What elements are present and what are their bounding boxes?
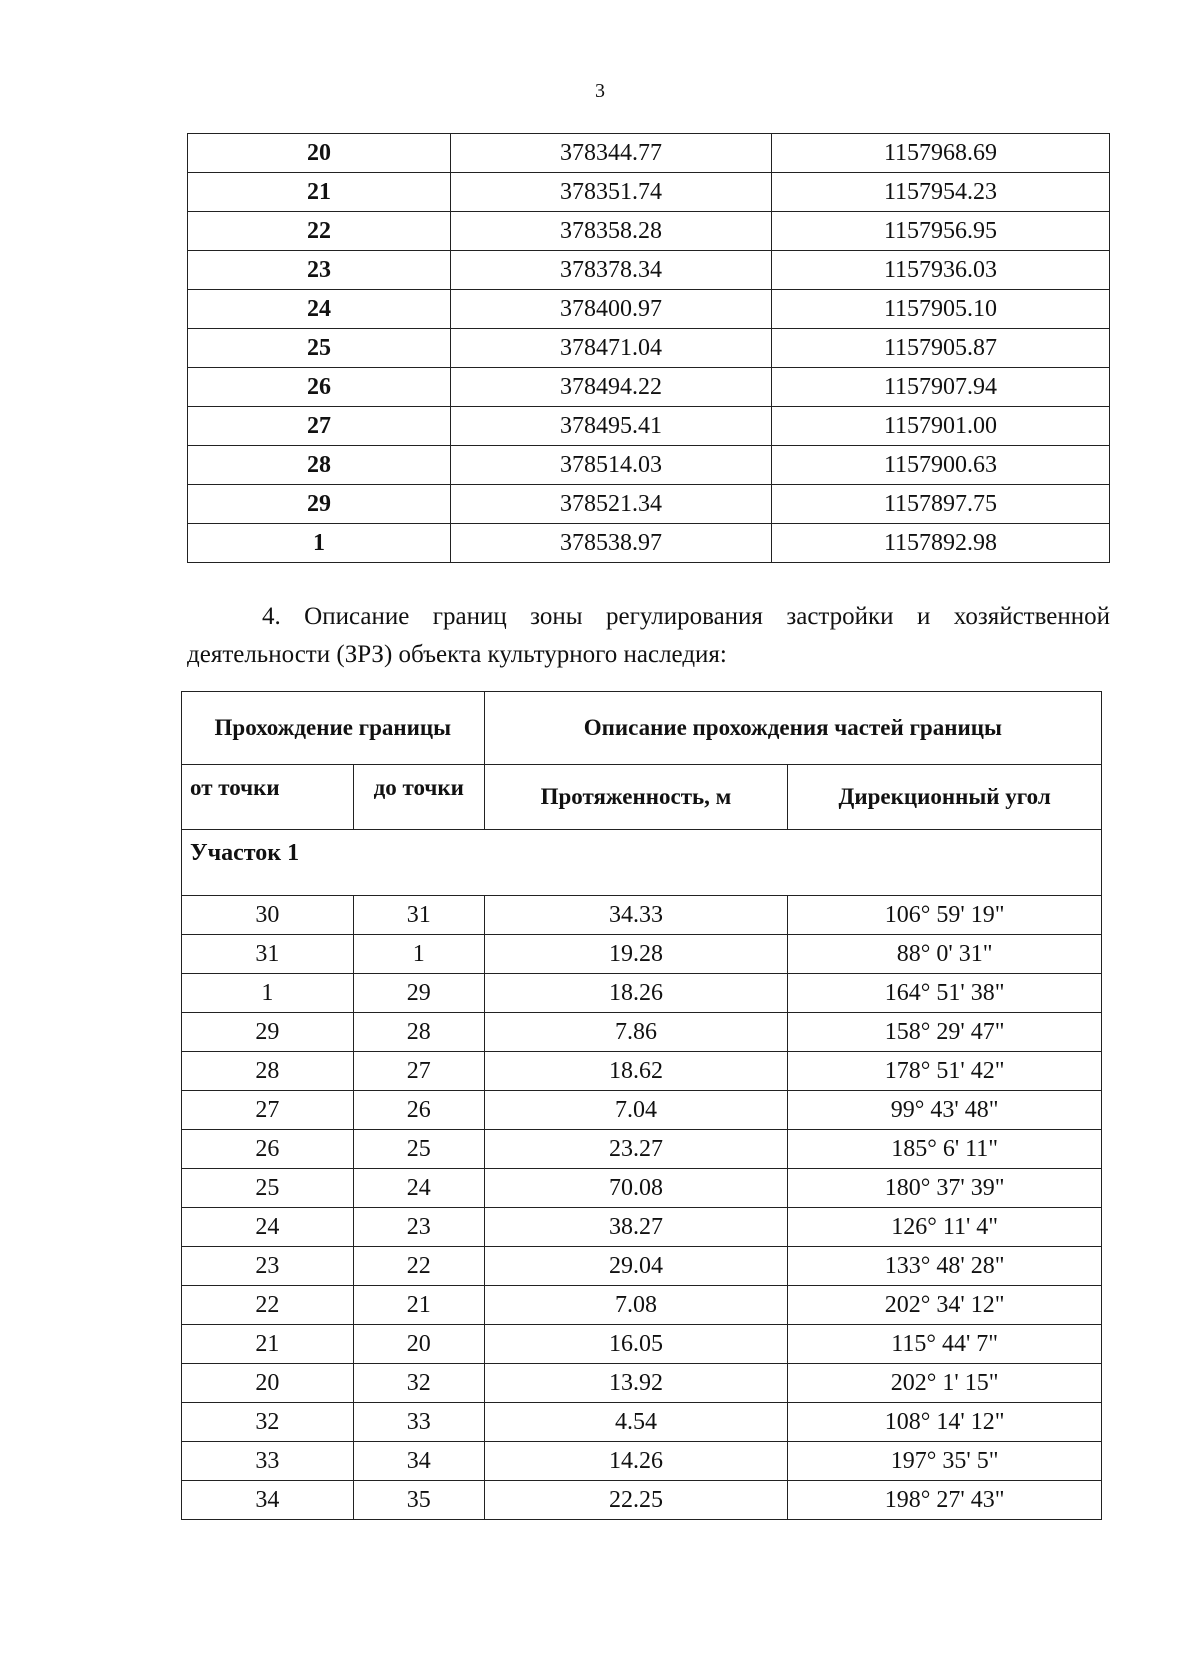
- coordinate-y: 1157956.95: [772, 212, 1110, 251]
- to-point: 29: [353, 974, 484, 1013]
- from-point: 34: [182, 1481, 354, 1520]
- point-number: 1: [188, 524, 451, 563]
- point-number: 29: [188, 485, 451, 524]
- segment-length: 70.08: [484, 1169, 788, 1208]
- direction-angle: 115° 44' 7": [788, 1325, 1102, 1364]
- from-point: 21: [182, 1325, 354, 1364]
- from-point: 33: [182, 1442, 354, 1481]
- from-point: 30: [182, 896, 354, 935]
- boundary-row: [182, 1403, 1102, 1442]
- to-point: 28: [353, 1013, 484, 1052]
- point-number: 27: [188, 407, 451, 446]
- zone-table-body: [182, 896, 1102, 1520]
- point-number: 26: [188, 368, 451, 407]
- coordinate-x: 378538.97: [451, 524, 772, 563]
- direction-angle: 88° 0' 31": [788, 935, 1102, 974]
- segment-length: 38.27: [484, 1208, 788, 1247]
- boundary-row: [182, 935, 1102, 974]
- from-point: 29: [182, 1013, 354, 1052]
- to-point: 31: [353, 896, 484, 935]
- segment-length: 22.25: [484, 1481, 788, 1520]
- segment-length: 18.26: [484, 974, 788, 1013]
- direction-angle: 158° 29' 47": [788, 1013, 1102, 1052]
- direction-angle: 198° 27' 43": [788, 1481, 1102, 1520]
- to-point: 1: [353, 935, 484, 974]
- coordinate-row: [188, 368, 1110, 407]
- from-point: 32: [182, 1403, 354, 1442]
- boundary-row: [182, 1247, 1102, 1286]
- header-length: Протяженность, м: [484, 765, 788, 830]
- boundary-row: [182, 1286, 1102, 1325]
- direction-angle: 164° 51' 38": [788, 974, 1102, 1013]
- header-direction-angle: Дирекционный угол: [788, 765, 1102, 830]
- direction-angle: 178° 51' 42": [788, 1052, 1102, 1091]
- coordinate-x: 378344.77: [451, 134, 772, 173]
- header-from-point: от точки: [182, 765, 354, 830]
- coordinate-y: 1157897.75: [772, 485, 1110, 524]
- boundary-row: [182, 1013, 1102, 1052]
- point-number: 22: [188, 212, 451, 251]
- coordinate-row: [188, 485, 1110, 524]
- coordinate-row: [188, 251, 1110, 290]
- header-passage: Прохождение границы: [182, 692, 485, 765]
- coordinate-x: 378514.03: [451, 446, 772, 485]
- to-point: 22: [353, 1247, 484, 1286]
- point-number: 24: [188, 290, 451, 329]
- coordinate-y: 1157968.69: [772, 134, 1110, 173]
- boundary-row: [182, 1052, 1102, 1091]
- coordinate-row: [188, 329, 1110, 368]
- coordinate-row: [188, 134, 1110, 173]
- coordinate-y: 1157954.23: [772, 173, 1110, 212]
- to-point: 35: [353, 1481, 484, 1520]
- to-point: 26: [353, 1091, 484, 1130]
- coordinate-y: 1157900.63: [772, 446, 1110, 485]
- to-point: 33: [353, 1403, 484, 1442]
- section-4-paragraph: 4. Описание границ зоны регулирования застройки и хозяйственной деятельности (ЗРЗ) объекта культурного наследия:: [187, 603, 1110, 668]
- point-number: 25: [188, 329, 451, 368]
- from-point: 28: [182, 1052, 354, 1091]
- direction-angle: 185° 6' 11": [788, 1130, 1102, 1169]
- segment-length: 7.04: [484, 1091, 788, 1130]
- coordinate-x: 378471.04: [451, 329, 772, 368]
- to-point: 25: [353, 1130, 484, 1169]
- coordinate-x: 378521.34: [451, 485, 772, 524]
- boundary-row: [182, 1091, 1102, 1130]
- to-point: 32: [353, 1364, 484, 1403]
- direction-angle: 99° 43' 48": [788, 1091, 1102, 1130]
- segment-length: 4.54: [484, 1403, 788, 1442]
- boundary-row: [182, 1208, 1102, 1247]
- from-point: 24: [182, 1208, 354, 1247]
- coordinate-y: 1157936.03: [772, 251, 1110, 290]
- coordinate-row: [188, 173, 1110, 212]
- from-point: 22: [182, 1286, 354, 1325]
- segment-length: 18.62: [484, 1052, 788, 1091]
- boundary-row: [182, 896, 1102, 935]
- direction-angle: 180° 37' 39": [788, 1169, 1102, 1208]
- coordinates-table-body: [188, 134, 1110, 563]
- to-point: 23: [353, 1208, 484, 1247]
- direction-angle: 202° 1' 15": [788, 1364, 1102, 1403]
- coordinate-y: 1157905.87: [772, 329, 1110, 368]
- boundary-row: [182, 1442, 1102, 1481]
- segment-length: 7.08: [484, 1286, 788, 1325]
- point-number: 21: [188, 173, 451, 212]
- segment-length: 19.28: [484, 935, 788, 974]
- boundary-row: [182, 1169, 1102, 1208]
- from-point: 31: [182, 935, 354, 974]
- coordinate-y: 1157901.00: [772, 407, 1110, 446]
- header-to-point: до точки: [353, 765, 484, 830]
- point-number: 23: [188, 251, 451, 290]
- direction-angle: 202° 34' 12": [788, 1286, 1102, 1325]
- direction-angle: 126° 11' 4": [788, 1208, 1102, 1247]
- coordinate-x: 378351.74: [451, 173, 772, 212]
- page-number: 3: [595, 80, 605, 102]
- direction-angle: 108° 14' 12": [788, 1403, 1102, 1442]
- coordinates-table: [187, 133, 1110, 563]
- coordinate-row: [188, 290, 1110, 329]
- direction-angle: 133° 48' 28": [788, 1247, 1102, 1286]
- boundary-row: [182, 1130, 1102, 1169]
- coordinate-y: 1157905.10: [772, 290, 1110, 329]
- coordinate-x: 378495.41: [451, 407, 772, 446]
- coordinate-x: 378378.34: [451, 251, 772, 290]
- segment-length: 14.26: [484, 1442, 788, 1481]
- to-point: 27: [353, 1052, 484, 1091]
- boundary-row: [182, 1364, 1102, 1403]
- segment-length: 29.04: [484, 1247, 788, 1286]
- point-number: 20: [188, 134, 451, 173]
- coordinate-y: 1157907.94: [772, 368, 1110, 407]
- from-point: 23: [182, 1247, 354, 1286]
- boundary-row: [182, 974, 1102, 1013]
- coordinate-row: [188, 446, 1110, 485]
- point-number: 28: [188, 446, 451, 485]
- to-point: 34: [353, 1442, 484, 1481]
- segment-length: 16.05: [484, 1325, 788, 1364]
- to-point: 21: [353, 1286, 484, 1325]
- direction-angle: 106° 59' 19": [788, 896, 1102, 935]
- header-description: Описание прохождения частей границы: [484, 692, 1101, 765]
- to-point: 24: [353, 1169, 484, 1208]
- coordinate-x: 378358.28: [451, 212, 772, 251]
- boundary-row: [182, 1325, 1102, 1364]
- direction-angle: 197° 35' 5": [788, 1442, 1102, 1481]
- segment-length: 34.33: [484, 896, 788, 935]
- from-point: 26: [182, 1130, 354, 1169]
- coordinate-row: [188, 407, 1110, 446]
- section-label: Участок 1: [182, 830, 1102, 896]
- segment-length: 13.92: [484, 1364, 788, 1403]
- segment-length: 23.27: [484, 1130, 788, 1169]
- coordinate-row: [188, 524, 1110, 563]
- from-point: 1: [182, 974, 354, 1013]
- segment-length: 7.86: [484, 1013, 788, 1052]
- from-point: 27: [182, 1091, 354, 1130]
- coordinate-x: 378400.97: [451, 290, 772, 329]
- coordinate-x: 378494.22: [451, 368, 772, 407]
- coordinate-row: [188, 212, 1110, 251]
- from-point: 25: [182, 1169, 354, 1208]
- coordinate-y: 1157892.98: [772, 524, 1110, 563]
- zone-boundary-table: [181, 691, 1102, 1520]
- to-point: 20: [353, 1325, 484, 1364]
- boundary-row: [182, 1481, 1102, 1520]
- from-point: 20: [182, 1364, 354, 1403]
